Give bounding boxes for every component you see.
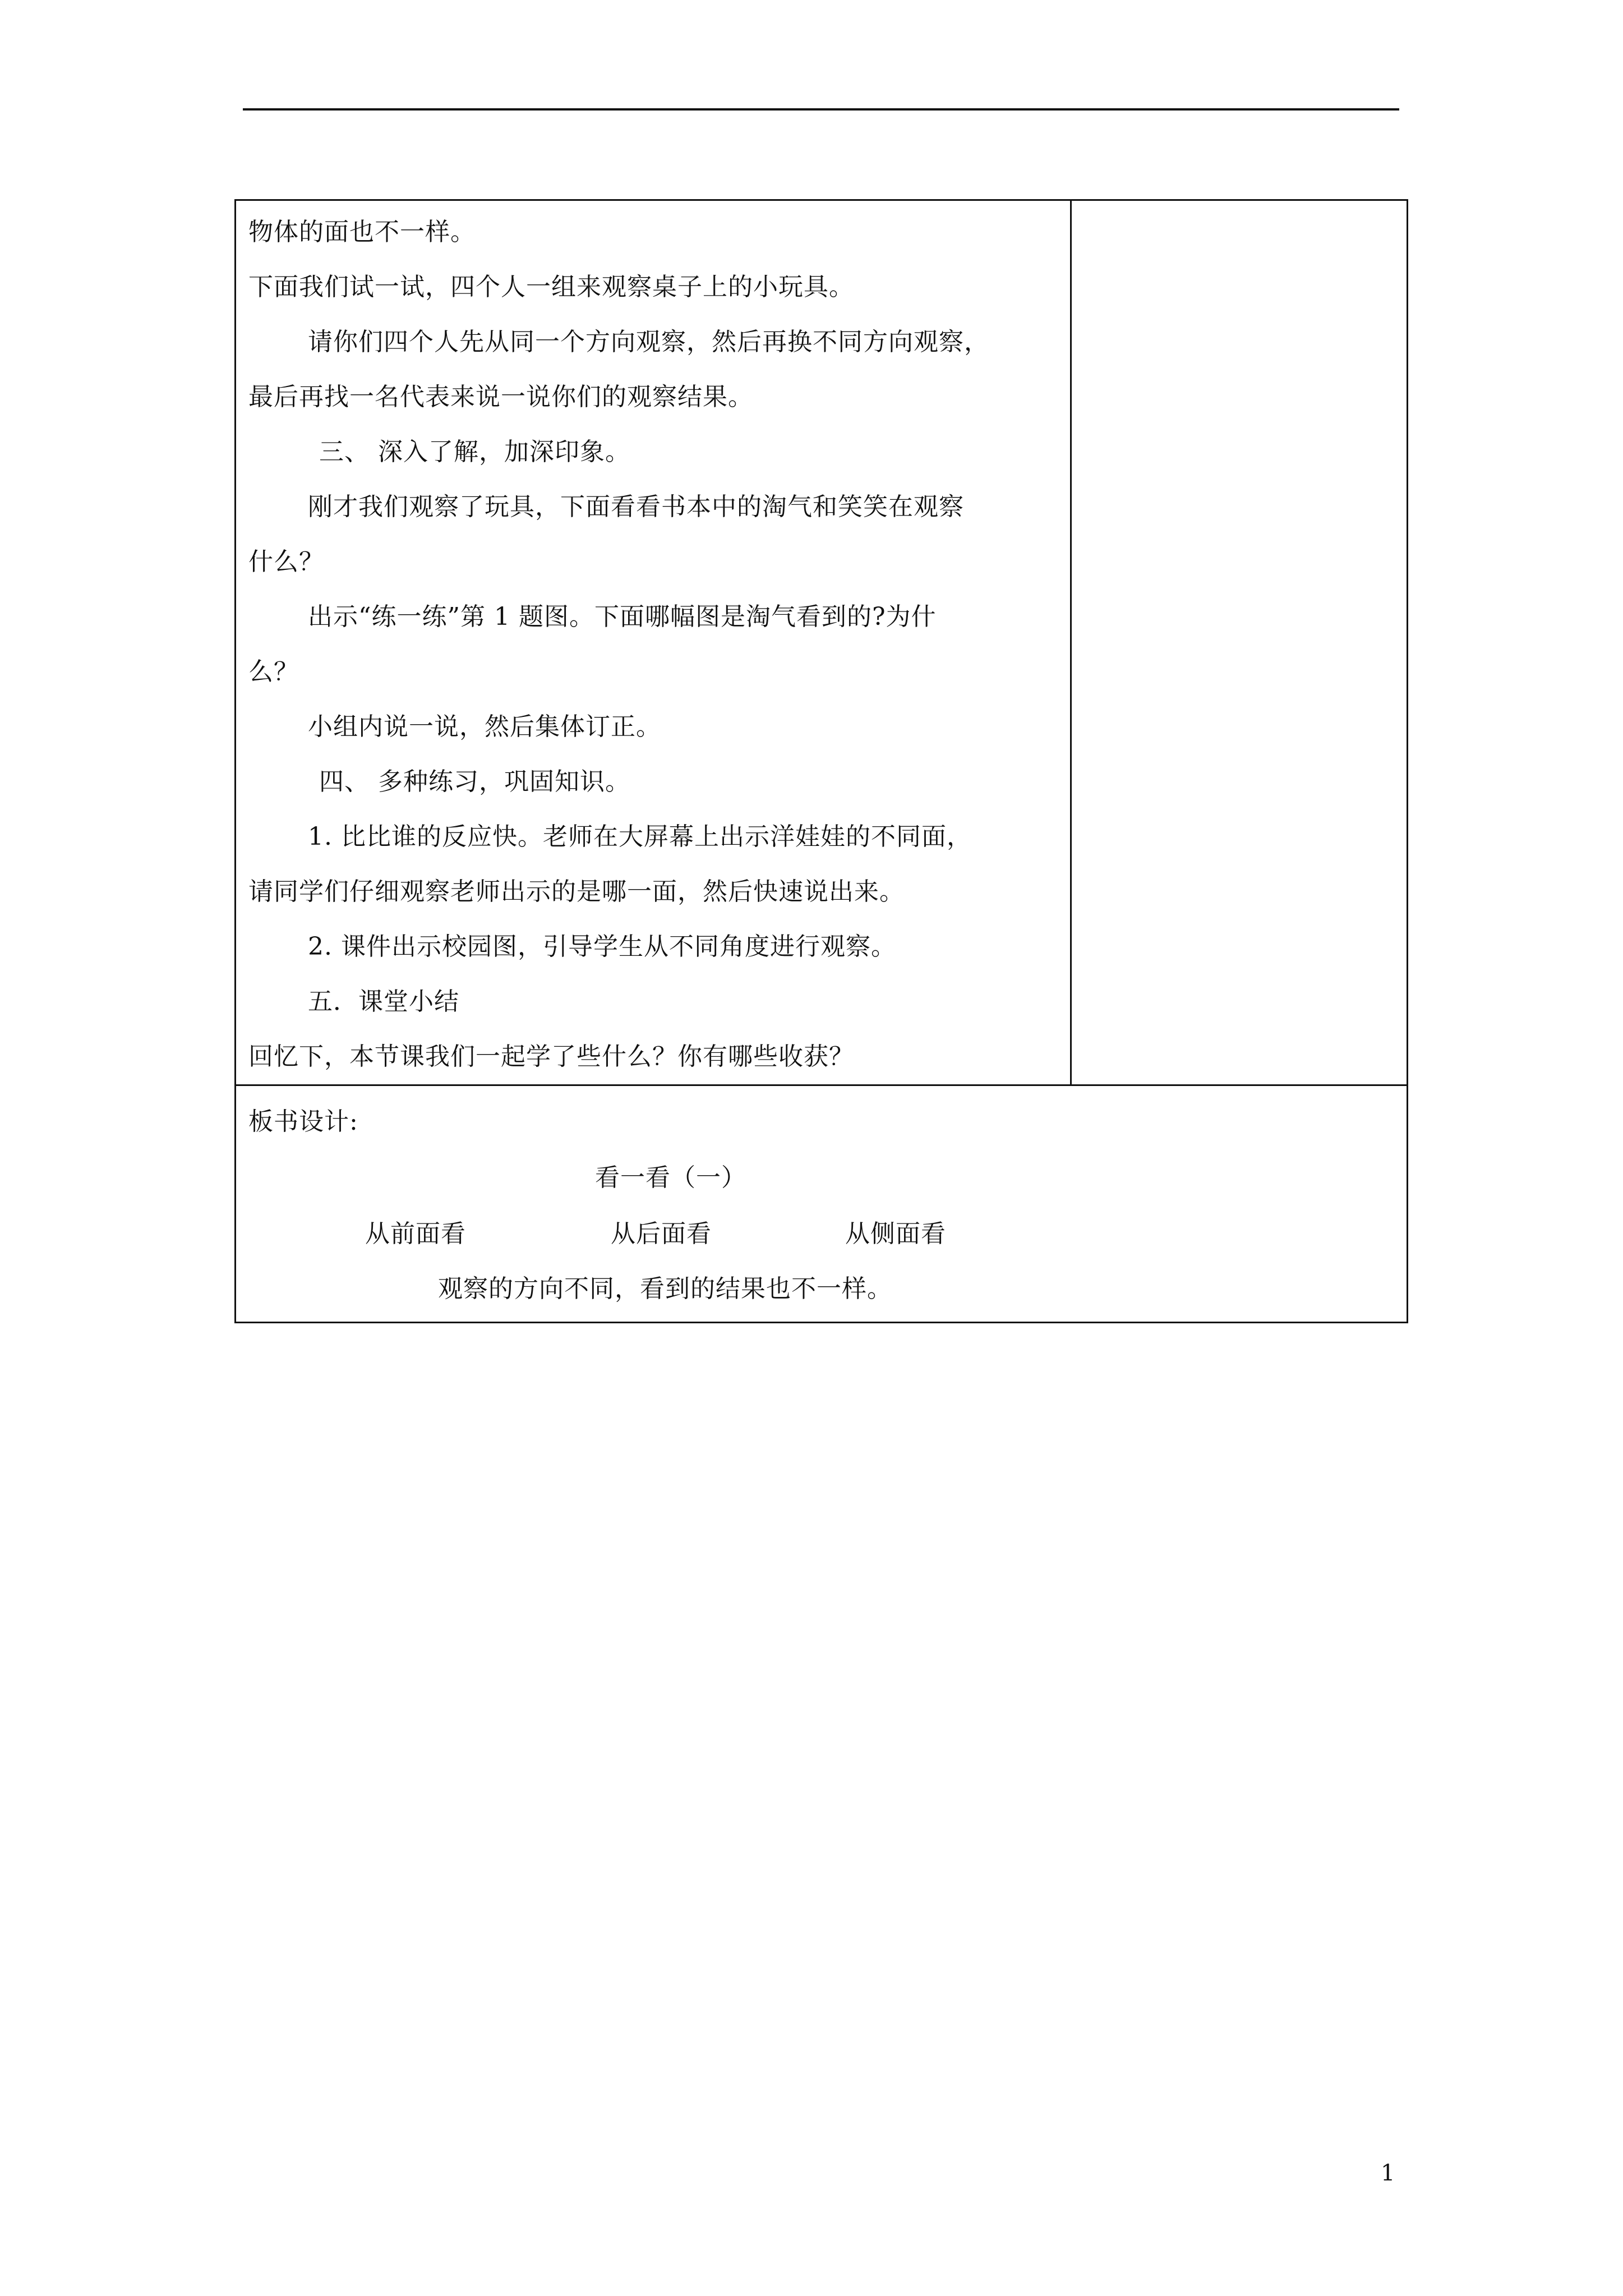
board-design-heading: 板书设计:	[248, 1107, 358, 1136]
board-design-title: 看一看（一）	[595, 1163, 746, 1192]
page-number: 1	[1381, 2160, 1395, 2186]
section-heading: 五．课堂小结	[308, 987, 459, 1016]
notes-cell	[1072, 201, 1407, 1084]
lesson-table	[234, 199, 1408, 1323]
board-design-cell	[236, 1084, 1407, 1323]
lesson-line: 么？	[248, 657, 299, 686]
lesson-line: 最后再找一名代表来说一说你们的观察结果。	[248, 383, 753, 411]
header-rule	[243, 108, 1399, 111]
lesson-line: 请你们四个人先从同一个方向观察，然后再换不同方向观察，	[308, 328, 989, 356]
lesson-line: 下面我们试一试，四个人一组来观察桌子上的小玩具。	[248, 273, 854, 301]
lesson-line: 回忆下，本节课我们一起学了些什么？你有哪些收获？	[248, 1042, 854, 1071]
section-heading: 四、 多种练习，巩固知识。	[319, 767, 630, 796]
section-heading: 三、 深入了解，加深印象。	[319, 438, 630, 466]
lesson-line: 请同学们仔细观察老师出示的是哪一面，然后快速说出来。	[248, 877, 905, 906]
board-view-back: 从后面看	[611, 1220, 712, 1248]
lesson-line: 物体的面也不一样。	[248, 218, 476, 246]
board-view-front: 从前面看	[365, 1220, 466, 1248]
board-design-conclusion: 观察的方向不同，看到的结果也不一样。	[438, 1274, 892, 1303]
lesson-line: 刚才我们观察了玩具，下面看看书本中的淘气和笑笑在观察	[308, 493, 964, 521]
lesson-line: 1. 比比谁的反应快。老师在大屏幕上出示洋娃娃的不同面，	[308, 822, 972, 851]
lesson-line: 什么？	[248, 547, 324, 576]
lesson-line: 2. 课件出示校园图，引导学生从不同角度进行观察。	[308, 932, 896, 961]
lesson-content-cell	[236, 201, 1072, 1084]
lesson-line: 小组内说一说，然后集体订正。	[308, 712, 661, 741]
board-view-side: 从侧面看	[845, 1220, 946, 1248]
lesson-line: 出示“练一练”第 1 题图。下面哪幅图是淘气看到的?为什	[308, 602, 937, 631]
